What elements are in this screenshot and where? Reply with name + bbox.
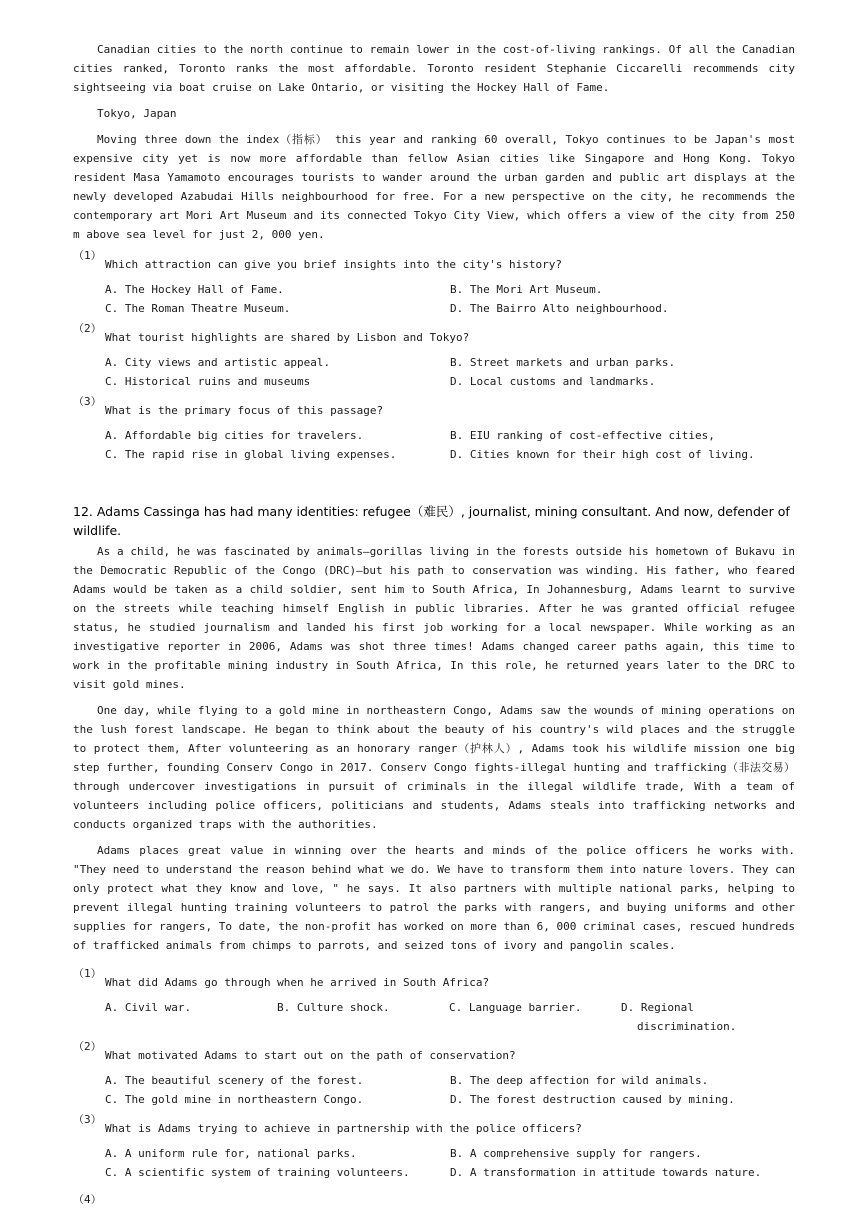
question-text: What is Adams trying to achieve in partnership with the police officers? bbox=[105, 1122, 582, 1135]
question-3 bbox=[73, 397, 795, 464]
question-12-4 bbox=[73, 1188, 795, 1207]
question-number: （2） bbox=[73, 322, 102, 335]
question-text: Which attraction can give you brief insights into the city's history? bbox=[105, 258, 562, 271]
question-number: （1） bbox=[73, 249, 102, 262]
option-c[interactable]: C. A scientific system of training volunteers. bbox=[105, 1166, 410, 1179]
paragraph-toronto: Canadian cities to the north continue to remain lower in the cost-of-living rankings. Of all the Canadian cities ranked, Toronto ranks the most affordable. Toronto resident Stephanie Ciccarelli recommends city sightseeing via boat cruise on Lake Ontario, or visiting the Hockey Hall of Fame. bbox=[73, 43, 795, 94]
option-a[interactable]: A. The Hockey Hall of Fame. bbox=[105, 283, 284, 296]
question-number: （1） bbox=[73, 967, 102, 980]
paragraph-police-officers: Adams places great value in winning over the hearts and minds of the police officers he works with. "They need to understand the reason behind what we do. We have to transform them into nature lovers. They can only protect what they know and love, " he says. It also partners with multiple national parks, helping to prevent illegal hunting training volunteers to patrol the parks with rangers, and buying uniforms and other supplies for rangers, To date, the non-profit has worked on more than 6, 000 criminal cases, rescued hundreds of trafficked animals from chimps to parrots, and seized tons of ivory and pangolin scales. bbox=[73, 844, 813, 952]
question-text: What is the primary focus of this passage? bbox=[105, 404, 384, 417]
option-d[interactable]: D. A transformation in attitude towards nature. bbox=[450, 1166, 762, 1179]
question-text: What did Adams go through when he arrived in South Africa? bbox=[105, 976, 490, 989]
option-a[interactable]: A. A uniform rule for, national parks. bbox=[105, 1147, 357, 1160]
option-b[interactable]: B. EIU ranking of cost-effective cities, bbox=[450, 429, 715, 442]
option-c[interactable]: C. Language barrier. bbox=[449, 1001, 582, 1014]
option-d[interactable] bbox=[621, 998, 761, 1036]
option-a[interactable]: A. Civil war. bbox=[105, 1001, 192, 1014]
option-c[interactable]: C. The rapid rise in global living expenses. bbox=[105, 448, 397, 461]
options bbox=[73, 1144, 795, 1182]
option-b[interactable]: B. The Mori Art Museum. bbox=[450, 283, 603, 296]
paragraph-tokyo: Moving three down the index（指标） this year and ranking 60 overall, Tokyo continues to be Japan's most expensive city yet is now more affordable than fellow Asian cities like Singapore and Hong Kong. Tokyo resident Masa Yamamoto encourages tourists to wander around the urban garden and public art displays at the newly developed Azabudai Hills neighbourhood for free. For a new perspective on the city, he recommends the contemporary art Mori Art Museum and its connected Tokyo City View, which offers a view of the city from 250 m above sea level for just 2, 000 yen. bbox=[73, 133, 795, 241]
option-d-line2: discrimination. bbox=[637, 1020, 737, 1033]
paragraph-conserv-congo: One day, while flying to a gold mine in northeastern Congo, Adams saw the wounds of mining operations on the lush forest landscape. He began to think about the beauty of his country's wild places and the struggle to protect them, After volunteering as an honorary ranger（护林人）, Adams took his wildlife mission one big step further, founding Conserv Congo in 2017. Conserv Congo fights-illegal hunting and trafficking（非法交易） through undercover investigations in pursuit of criminals in the illegal wildlife trade, With a team of volunteers including police officers, politicians and students, Adams steals into trafficking networks and conducts organized traps with the authorities. bbox=[73, 704, 795, 831]
question-1 bbox=[73, 251, 795, 318]
document-page bbox=[73, 40, 813, 1207]
question-2 bbox=[73, 324, 795, 391]
option-b[interactable]: B. Culture shock. bbox=[277, 1001, 390, 1014]
options bbox=[73, 998, 795, 1036]
question-text: What motivated Adams to start out on the path of conservation? bbox=[105, 1049, 516, 1062]
question-12-2 bbox=[73, 1042, 795, 1109]
question-number: （4） bbox=[73, 1193, 102, 1206]
option-b[interactable]: B. A comprehensive supply for rangers. bbox=[450, 1147, 702, 1160]
option-a[interactable]: A. City views and artistic appeal. bbox=[105, 356, 331, 369]
paragraph-childhood: As a child, he was fascinated by animals—gorillas living in the forests outside his hometown of Bukavu in the Democratic Republic of the Congo (DRC)—but his path to conservation was winding. His father, who feared Adams would be taken as a child soldier, sent him to South Africa, In Johannesburg, Adams learnt to survive on the streets while teaching himself English in public libraries. After he was granted official refugee status, he studied journalism and landed his first job working for a local newspaper. While working as an investigative reporter in 2006, Adams was shot three times! Adams changed career paths again, this time to work in the profitable mining industry in South Africa, In this role, he returned years later to the DRC to visit gold mines. bbox=[73, 545, 795, 691]
question-number: （3） bbox=[73, 1113, 102, 1126]
option-b[interactable]: B. The deep affection for wild animals. bbox=[450, 1074, 709, 1087]
option-a[interactable]: A. Affordable big cities for travelers. bbox=[105, 429, 364, 442]
question-text: What tourist highlights are shared by Lisbon and Tokyo? bbox=[105, 331, 470, 344]
option-d-line1: D. Regional bbox=[621, 1001, 694, 1014]
option-d[interactable]: D. The forest destruction caused by mining. bbox=[450, 1093, 735, 1106]
option-c[interactable]: C. The Roman Theatre Museum. bbox=[105, 302, 291, 315]
option-c[interactable]: C. Historical ruins and museums bbox=[105, 375, 311, 388]
option-c[interactable]: C. The gold mine in northeastern Congo. bbox=[105, 1093, 364, 1106]
option-b[interactable]: B. Street markets and urban parks. bbox=[450, 356, 676, 369]
options bbox=[73, 280, 795, 318]
section-heading-tokyo: Tokyo, Japan bbox=[97, 107, 177, 120]
option-d[interactable]: D. Cities known for their high cost of living. bbox=[450, 448, 755, 461]
passage-12-title: 12. Adams Cassinga has had many identities: refugee（难民）, journalist, mining consultant. And now, defender of wildlife. bbox=[73, 504, 790, 538]
option-d[interactable]: D. The Bairro Alto neighbourhood. bbox=[450, 302, 669, 315]
question-number: （3） bbox=[73, 395, 102, 408]
options bbox=[73, 1071, 795, 1109]
question-12-3 bbox=[73, 1115, 795, 1182]
option-a[interactable]: A. The beautiful scenery of the forest. bbox=[105, 1074, 364, 1087]
options bbox=[73, 353, 795, 391]
options bbox=[73, 426, 795, 464]
question-12-1 bbox=[73, 969, 795, 1036]
option-d[interactable]: D. Local customs and landmarks. bbox=[450, 375, 656, 388]
question-number: （2） bbox=[73, 1040, 102, 1053]
